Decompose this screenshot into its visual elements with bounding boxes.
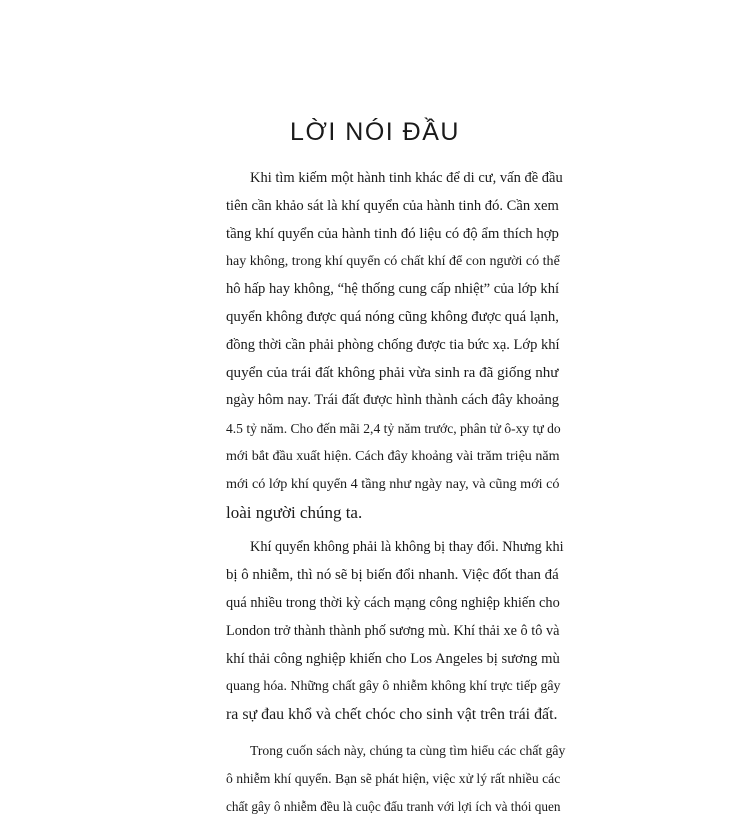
text-line: quang hóa. Những chất gây ô nhiễm không khí trực tiếp gây (226, 679, 561, 695)
text-line: 4.5 tỷ năm. Cho đến mãi 2,4 tỷ năm trước, phân tử ô-xy tự do (226, 421, 561, 437)
text-line: mới bắt đầu xuất hiện. Cách đây khoảng vài trăm triệu năm (226, 447, 560, 464)
text-line: ra sự đau khổ và chết chóc cho sinh vật trên trái đất. (226, 706, 558, 724)
text-line: loài người chúng ta. (226, 502, 363, 522)
text-line: quyển của trái đất không phải vừa sinh ra đã giống như (226, 364, 559, 381)
paragraph-1 (202, 165, 563, 526)
text-line: đồng thời cần phải phòng chống được tia bức xạ. Lớp khí (226, 336, 560, 353)
text-line: mới có lớp khí quyển 4 tầng như ngày nay, và cũng mới có (226, 475, 560, 492)
text-line: hay không, trong khí quyển có chất khí để con người có thể (226, 253, 560, 270)
page-title: LỜI NÓI ĐẦU (290, 118, 460, 146)
text-line: chất gây ô nhiễm đều là cuộc đấu tranh với lợi ích và thói quen (226, 798, 561, 814)
paragraph-2 (202, 534, 564, 729)
paragraph-3 (202, 737, 566, 820)
text-line: quá nhiều trong thời kỳ cách mạng công nghiệp khiến cho (226, 594, 560, 611)
text-line: bị ô nhiễm, thì nó sẽ bị biến đổi nhanh. Việc đốt than đá (226, 567, 559, 584)
text-line: tầng khí quyển của hành tinh đó liệu có độ ẩm thích hợp (226, 225, 559, 242)
text-line: khí thải công nghiệp khiến cho Los Angeles bị sương mù (226, 650, 560, 667)
text-line: ô nhiễm khí quyển. Bạn sẽ phát hiện, việc xử lý rất nhiều các (226, 770, 561, 786)
body-text (202, 165, 566, 828)
text-line: Khi tìm kiếm một hành tinh khác để di cư, vấn đề đầu (250, 170, 563, 186)
text-line: ngày hôm nay. Trái đất được hình thành cách đây khoảng (226, 392, 560, 409)
text-line: tiên cần khảo sát là khí quyển của hành tinh đó. Cần xem (226, 197, 559, 214)
text-line: London trở thành thành phố sương mù. Khí thải xe ô tô và (226, 622, 560, 639)
text-line: Trong cuốn sách này, chúng ta cùng tìm hiểu các chất gây (250, 742, 566, 758)
text-line: Khí quyển không phải là không bị thay đổi. Nhưng khi (250, 539, 564, 556)
text-line: quyển không được quá nóng cũng không được quá lạnh, (226, 308, 559, 325)
text-line: hô hấp hay không, “hệ thống cung cấp nhiệt” của lớp khí (226, 281, 560, 298)
